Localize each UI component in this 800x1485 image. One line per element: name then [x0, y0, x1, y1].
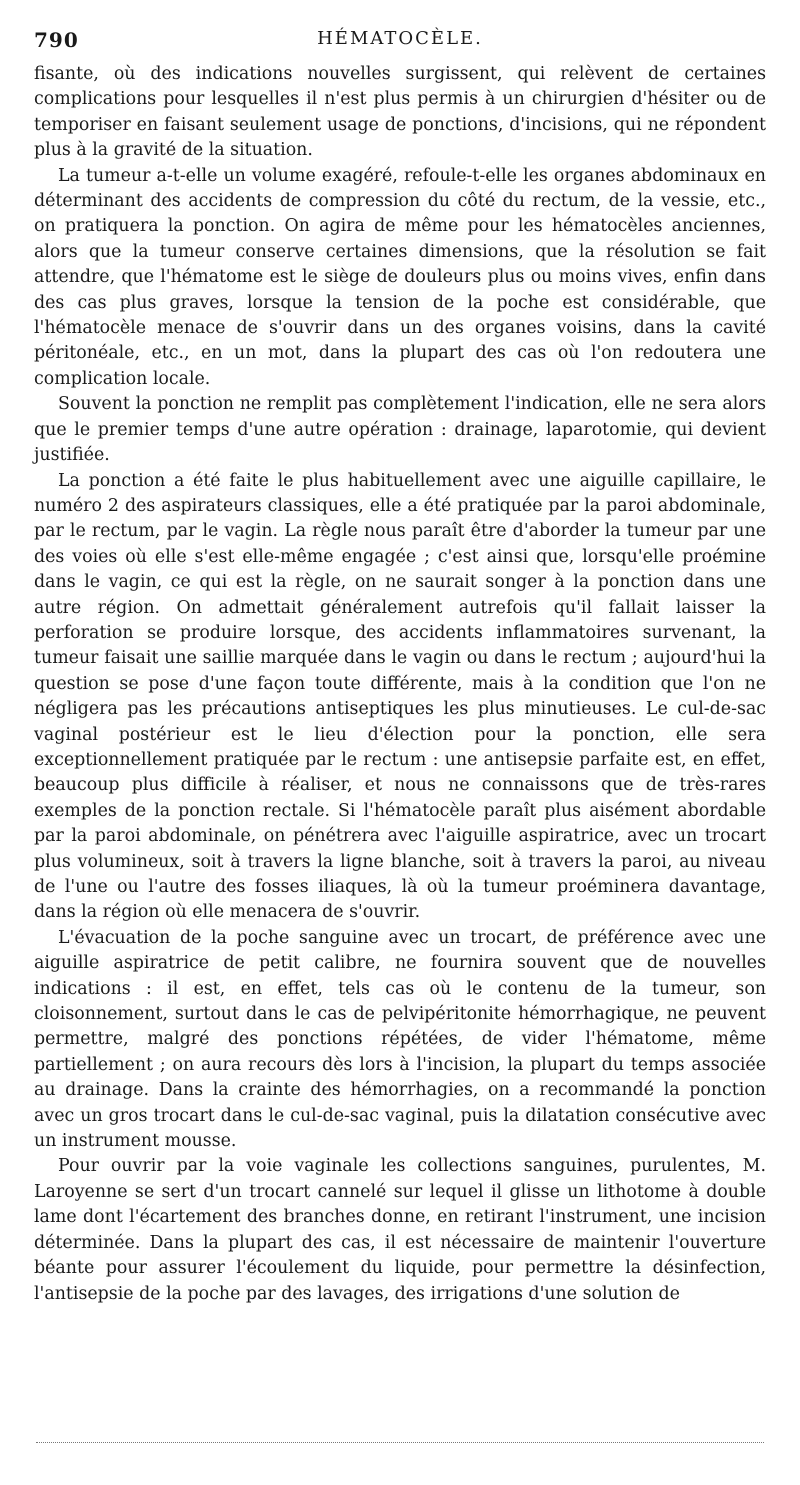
- body-text: [34, 62, 766, 1307]
- paragraph: La tumeur a-t-elle un volume exagéré, refoule-t-elle les organes abdominaux en déterminant des accidents de compression du côté du rectum, de la vessie, etc., on pratiquera la ponction. On agira de même pour les hématocèles anciennes, alors que la tumeur conserve certaines dimensions, que la résolution se fait attendre, que l'hématome est le siège de douleurs plus ou moins vives, enfin dans des cas plus graves, lorsque la tension de la poche est considérable, que l'hématocèle menace de s'ouvrir dans un des organes voisins, dans la cavité péritonéale, etc., en un mot, dans la plupart des cas où l'on redoutera une complication locale.: [34, 165, 766, 389]
- footer-rule: [36, 1442, 764, 1443]
- book-page: [34, 28, 766, 1307]
- page-number: 790: [34, 28, 79, 52]
- paragraph: fisante, où des indications nouvelles surgissent, qui relèvent de certaines complications pour lesquelles il n'est plus permis à un chirurgien d'hésiter ou de temporiser en faisant seulement usage de ponctions, d'incisions, qui ne répondent plus à la gravité de la situation.: [34, 64, 766, 161]
- paragraph: Souvent la ponction ne remplit pas complètement l'indication, elle ne sera alors que le premier temps d'une autre opération : drainage, laparotomie, qui devient justifiée.: [34, 394, 766, 466]
- paragraph: La ponction a été faite le plus habituellement avec une aiguille capillaire, le numéro 2 des aspirateurs classiques, elle a été pratiquée par la paroi abdominale, par le rectum, par le vagin. La règle nous paraît être d'aborder la tumeur par une des voies où elle s'est elle-même engagée ; c'est ainsi que, lorsqu'elle proémine dans le vagin, ce qui est la règle, on ne saurait songer à la ponction dans une autre région. On admettait généralement autrefois qu'il fallait laisser la perforation se produire lorsque, des accidents inflammatoires survenant, la tumeur faisait une saillie marquée dans le vagin ou dans le rectum ; aujourd'hui la question se pose d'une façon toute différente, mais à la condition que l'on ne négligera pas les précautions antiseptiques les plus minutieuses. Le cul-de-sac vaginal postérieur est le lieu d'élection pour la ponction, elle sera exceptionnellement pratiquée par le rectum : une antisepsie parfaite est, en effet, beaucoup plus difficile à réaliser, et nous ne connaissons que de très-rares exemples de la ponction rectale. Si l'hématocèle paraît plus aisément abordable par la paroi abdominale, on pénétrera avec l'aiguille aspiratrice, avec un trocart plus volumineux, soit à travers la ligne blanche, soit à travers la paroi, au niveau de l'une ou l'autre des fosses iliaques, là où la tumeur proéminera davantage, dans la région où elle menacera de s'ouvrir.: [34, 470, 766, 923]
- running-head: [34, 28, 766, 56]
- running-title: HÉMATOCÈLE.: [317, 28, 483, 49]
- paragraph: L'évacuation de la poche sanguine avec un trocart, de préférence avec une aiguille aspiratrice de petit calibre, ne fournira souvent que de nouvelles indications : il est, en effet, tels cas où le contenu de la tumeur, son cloisonnement, surtout dans le cas de pelvipéritonite hémorrhagique, ne peuvent permettre, malgré des ponctions répétées, de vider l'hématome, même partiellement ; on aura recours dès lors à l'incision, la plupart du temps associée au drainage. Dans la crainte des hémorrhagies, on a recommandé la ponction avec un gros trocart dans le cul-de-sac vaginal, puis la dilatation consécutive avec un instrument mousse.: [34, 927, 766, 1152]
- paragraph: Pour ouvrir par la voie vaginale les collections sanguines, purulentes, M. Laroyenne se sert d'un trocart cannelé sur lequel il glisse un lithotome à double lame dont l'écartement des branches donne, en retirant l'instrument, une incision déterminée. Dans la plupart des cas, il est nécessaire de maintenir l'ouverture béante pour assurer l'écoulement du liquide, pour permettre la désinfection, l'antisepsie de la poche par des lavages, des irrigations d'une solution de: [34, 1156, 766, 1304]
